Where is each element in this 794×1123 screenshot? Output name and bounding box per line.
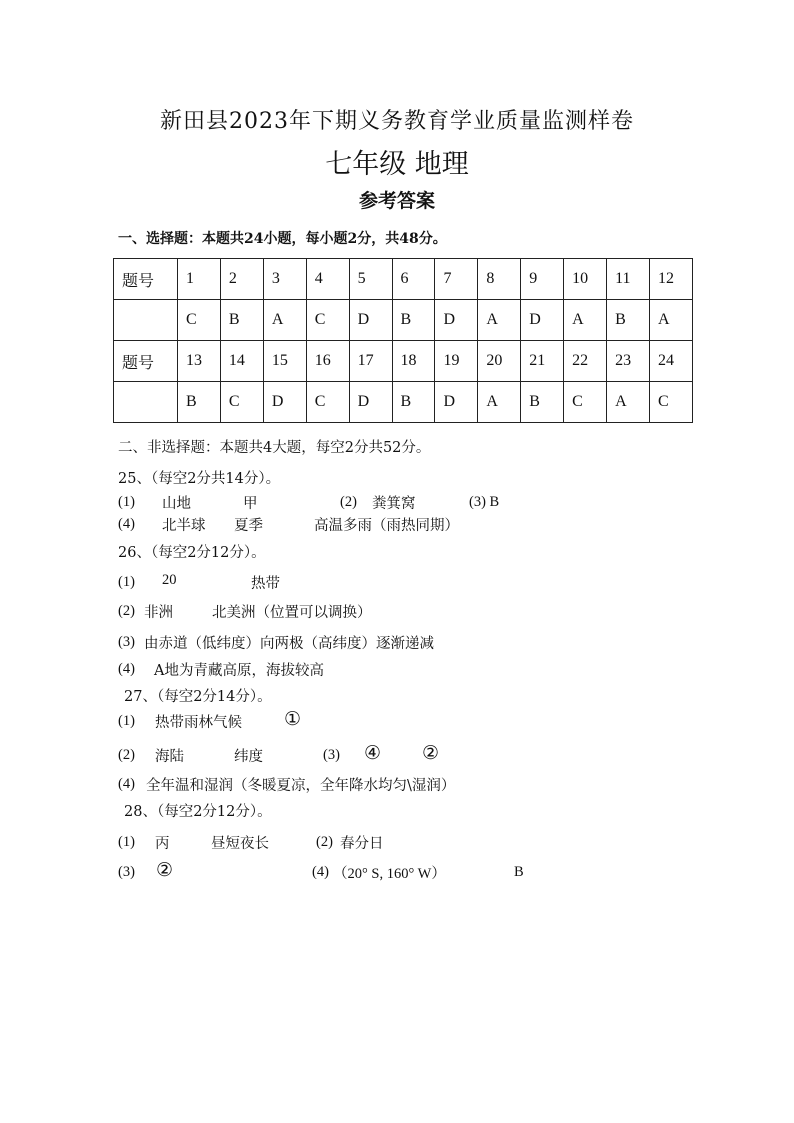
answer-table	[113, 258, 693, 423]
question-number: 14	[220, 341, 263, 382]
question-number: 9	[521, 259, 564, 300]
q27-4-number: (4)	[118, 776, 135, 792]
q28-4-number: (4)	[312, 864, 329, 880]
q27-4-answer: 全年温和湿润（冬暖夏凉，全年降水均匀\湿润）	[146, 778, 456, 794]
q26-2-number: (2)	[118, 603, 135, 619]
question-number: 10	[564, 259, 607, 300]
answer-cell: D	[349, 382, 392, 423]
question-number: 19	[435, 341, 478, 382]
question-number: 4	[306, 259, 349, 300]
q28-1-number: (1)	[118, 834, 135, 850]
question-number: 8	[478, 259, 521, 300]
table-row	[114, 259, 693, 300]
question-number: 21	[521, 341, 564, 382]
q25-4-number: (4)	[118, 516, 135, 532]
question-number: 17	[349, 341, 392, 382]
q26-3-number: (3)	[118, 634, 135, 650]
answer-cell: A	[478, 300, 521, 341]
answer-cell: B	[392, 300, 435, 341]
q26-1-number: (1)	[118, 574, 135, 590]
q25-1-answer-a: 山地	[162, 496, 191, 512]
answer-cell: D	[435, 300, 478, 341]
q28-2-answer: 春分日	[340, 836, 384, 852]
q28-4-answer-letter: B	[514, 864, 524, 880]
answer-cell: B	[607, 300, 650, 341]
question-number: 20	[478, 341, 521, 382]
question-number: 18	[392, 341, 435, 382]
row-label-empty	[114, 300, 178, 341]
q26-1-answer-b: 热带	[251, 576, 280, 592]
q25-4-answer-b: 夏季	[234, 518, 263, 534]
answer-cell: A	[649, 300, 692, 341]
section-2-heading: 二、非选择题：本题共4大题，每空2分共52分。	[118, 440, 431, 456]
q25-1-number: (1)	[118, 494, 135, 510]
q25-4-answer-c: 高温多雨（雨热同期）	[314, 518, 459, 534]
q27-2-number: (2)	[118, 747, 135, 763]
q28-1-answer-b: 昼短夜长	[211, 836, 269, 852]
answer-cell: C	[649, 382, 692, 423]
q28-header: 28、（每空2分12分）。	[124, 804, 272, 820]
answer-cell: B	[521, 382, 564, 423]
answer-cell: D	[521, 300, 564, 341]
table-row	[114, 382, 693, 423]
answer-cell: B	[392, 382, 435, 423]
q27-3-answer-b: ②	[422, 742, 440, 764]
row-label-empty	[114, 382, 178, 423]
answer-cell: A	[478, 382, 521, 423]
q28-4-answer-coords: （20° S, 160° W）	[333, 866, 446, 882]
answer-cell: B	[220, 300, 263, 341]
answer-cell: D	[435, 382, 478, 423]
question-number: 7	[435, 259, 478, 300]
question-number: 12	[649, 259, 692, 300]
table-row	[114, 341, 693, 382]
section-1-heading: 一、选择题：本题共24小题，每小题2分，共48分。	[118, 231, 447, 247]
q27-header: 27、（每空2分14分）。	[124, 689, 272, 705]
table-row	[114, 300, 693, 341]
q26-2-answer-b: 北美洲（位置可以调换）	[212, 605, 372, 621]
question-number: 3	[263, 259, 306, 300]
answer-cell: B	[178, 382, 221, 423]
q27-2-answer-b: 纬度	[234, 749, 263, 765]
q28-3-answer: ②	[156, 859, 174, 881]
q28-2-number: (2)	[316, 834, 333, 850]
answer-cell: D	[263, 382, 306, 423]
q27-3-answer-a: ④	[364, 742, 382, 764]
q28-3-number: (3)	[118, 864, 135, 880]
document-title: 新田县2023年下期义务教育学业质量监测样卷	[160, 109, 634, 134]
question-number: 11	[607, 259, 650, 300]
question-number: 6	[392, 259, 435, 300]
q26-header: 26、（每空2分12分）。	[118, 545, 266, 561]
q28-1-answer-a: 丙	[155, 836, 170, 852]
q25-4-answer-a: 北半球	[162, 518, 206, 534]
answer-cell: A	[564, 300, 607, 341]
row-label: 题号	[114, 259, 178, 300]
subject-title: 七年级 地理	[325, 149, 469, 180]
answer-cell: C	[564, 382, 607, 423]
q27-1-answer-a: 热带雨林气候	[155, 715, 242, 731]
q25-2-number: (2)	[340, 494, 357, 510]
question-number: 5	[349, 259, 392, 300]
answer-cell: C	[220, 382, 263, 423]
answer-cell: C	[178, 300, 221, 341]
q25-header: 25、（每空2分共14分）。	[118, 471, 281, 487]
answer-cell: C	[306, 300, 349, 341]
question-number: 13	[178, 341, 221, 382]
q26-3-answer: 由赤道（低纬度）向两极（高纬度）逐渐递减	[144, 636, 434, 652]
question-number: 15	[263, 341, 306, 382]
q25-2-answer: 粪箕窝	[372, 496, 416, 512]
question-number: 22	[564, 341, 607, 382]
q27-2-answer-a: 海陆	[155, 749, 184, 765]
q27-1-answer-b: ①	[284, 708, 302, 730]
row-label: 题号	[114, 341, 178, 382]
question-number: 16	[306, 341, 349, 382]
answer-cell: C	[306, 382, 349, 423]
question-number: 2	[220, 259, 263, 300]
q26-1-answer-a: 20	[162, 572, 177, 588]
q27-3-number: (3)	[323, 747, 340, 763]
q25-1-answer-b: 甲	[243, 496, 258, 512]
question-number: 24	[649, 341, 692, 382]
q26-4-number: (4)	[118, 661, 135, 677]
answer-cell: D	[349, 300, 392, 341]
answer-cell: A	[263, 300, 306, 341]
question-number: 23	[607, 341, 650, 382]
q26-2-answer-a: 非洲	[144, 605, 173, 621]
question-number: 1	[178, 259, 221, 300]
q25-3-answer: (3) B	[469, 494, 500, 510]
answer-cell: A	[607, 382, 650, 423]
q26-4-answer: A地为青藏高原，海拔较高	[154, 663, 324, 679]
q27-1-number: (1)	[118, 713, 135, 729]
answer-title: 参考答案	[358, 190, 435, 212]
